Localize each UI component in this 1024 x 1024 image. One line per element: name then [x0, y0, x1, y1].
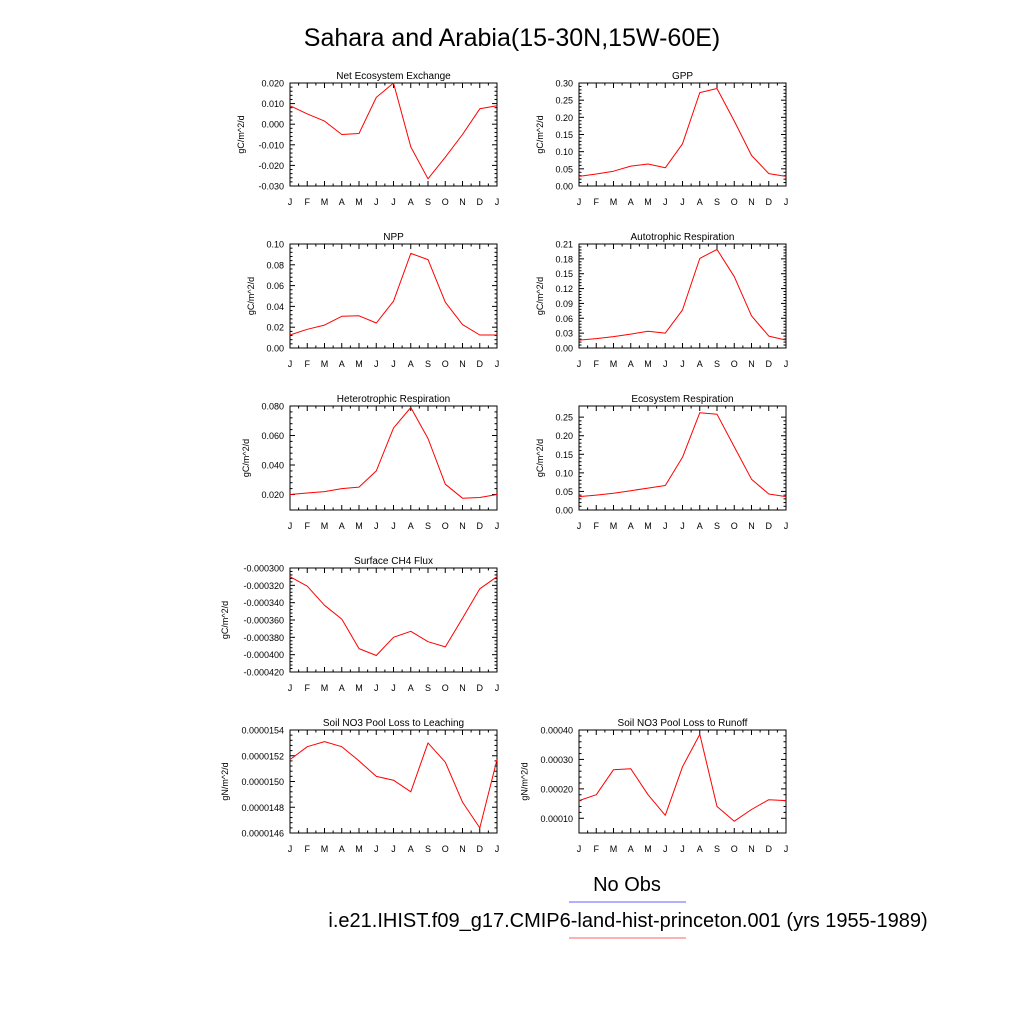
- series-line: [579, 413, 786, 497]
- x-tick-label: S: [424, 197, 432, 207]
- x-tick-label: M: [644, 197, 652, 207]
- y-tick-label: 0.05: [555, 164, 573, 175]
- chart-panel-7: [220, 556, 499, 693]
- x-tick-label: J: [783, 844, 789, 854]
- plot-frame: [579, 83, 786, 186]
- x-tick-label: S: [713, 197, 721, 207]
- x-tick-label: J: [374, 359, 379, 369]
- x-tick-label: M: [355, 844, 363, 854]
- x-tick-label: A: [627, 521, 634, 531]
- y-tick-label: 0.05: [555, 486, 573, 497]
- x-tick-label: M: [644, 359, 652, 369]
- x-tick-label: J: [391, 359, 396, 369]
- y-tick-label: 0.09: [555, 298, 573, 309]
- y-tick-label: 0.18: [555, 254, 573, 265]
- x-tick-label: M: [320, 197, 329, 207]
- x-tick-label: D: [476, 359, 483, 369]
- y-axis-label: gC/m^2/d: [235, 115, 246, 154]
- chart-title: Soil NO3 Pool Loss to Leaching: [322, 718, 465, 729]
- x-tick-label: A: [696, 359, 703, 369]
- x-tick-label: J: [783, 359, 789, 369]
- x-tick-label: F: [304, 844, 310, 854]
- chart-title: Surface CH4 Flux: [354, 556, 433, 567]
- x-tick-label: J: [374, 521, 379, 531]
- x-tick-label: J: [680, 197, 685, 207]
- x-tick-label: S: [424, 521, 432, 531]
- x-tick-label: A: [407, 844, 414, 854]
- x-tick-label: A: [338, 683, 345, 693]
- x-tick-label: O: [441, 844, 449, 854]
- y-tick-label: 0.02: [266, 322, 284, 333]
- chart-panel-5: [241, 394, 499, 531]
- x-tick-label: J: [494, 521, 500, 531]
- y-tick-label: 0.04: [266, 301, 284, 312]
- y-tick-label: 0.00: [555, 181, 573, 192]
- x-tick-label: J: [663, 359, 668, 369]
- y-axis-label: gC/m^2/d: [535, 276, 546, 316]
- x-tick-label: J: [391, 197, 396, 207]
- x-tick-label: J: [374, 197, 379, 207]
- x-tick-label: M: [609, 521, 618, 531]
- x-tick-label: D: [765, 197, 772, 207]
- x-tick-label: A: [407, 683, 414, 693]
- y-tick-label: 0.10: [555, 147, 573, 158]
- x-tick-label: J: [576, 359, 582, 369]
- x-tick-label: O: [441, 521, 449, 531]
- x-tick-label: N: [748, 521, 755, 531]
- y-tick-label: 0.020: [261, 78, 284, 89]
- y-tick-label: 0.06: [266, 281, 284, 292]
- y-tick-label: -0.000340: [243, 598, 284, 609]
- x-tick-label: S: [713, 521, 721, 531]
- x-tick-label: F: [304, 521, 310, 531]
- y-tick-label: 0.0000148: [241, 802, 284, 813]
- chart-panel-9: [520, 718, 789, 854]
- x-tick-label: D: [476, 197, 483, 207]
- x-tick-label: M: [609, 197, 618, 207]
- y-tick-label: 0.00020: [540, 784, 573, 795]
- x-tick-label: A: [338, 844, 345, 854]
- x-tick-label: J: [576, 844, 582, 854]
- x-tick-label: N: [459, 359, 466, 369]
- x-tick-label: A: [696, 197, 703, 207]
- y-tick-label: 0.00040: [540, 725, 573, 736]
- x-tick-label: O: [441, 683, 449, 693]
- x-tick-label: J: [680, 359, 685, 369]
- chart-title: Autotrophic Respiration: [630, 232, 735, 243]
- x-tick-label: F: [304, 683, 310, 693]
- y-tick-label: -0.030: [258, 181, 284, 192]
- x-tick-label: J: [494, 844, 500, 854]
- x-tick-label: A: [338, 197, 345, 207]
- y-tick-label: -0.020: [258, 160, 284, 171]
- x-tick-label: O: [441, 359, 449, 369]
- x-tick-label: A: [407, 197, 414, 207]
- y-tick-label: 0.21: [555, 239, 573, 250]
- x-tick-label: M: [355, 197, 363, 207]
- x-tick-label: D: [765, 844, 772, 854]
- y-tick-label: -0.010: [258, 140, 284, 151]
- x-tick-label: N: [748, 359, 755, 369]
- chart-title: NPP: [383, 232, 404, 243]
- y-axis-label: gC/m^2/d: [220, 600, 231, 640]
- x-tick-label: J: [783, 521, 789, 531]
- x-tick-label: N: [459, 197, 466, 207]
- x-tick-label: J: [680, 844, 685, 854]
- x-tick-label: M: [320, 844, 329, 854]
- x-tick-label: A: [407, 521, 414, 531]
- plot-frame: [290, 406, 497, 510]
- panel-container: [220, 71, 788, 854]
- y-tick-label: 0.000: [261, 119, 284, 130]
- x-tick-label: A: [627, 197, 634, 207]
- y-tick-label: 0.25: [555, 412, 573, 423]
- x-tick-label: F: [593, 521, 599, 531]
- x-tick-label: F: [304, 197, 310, 207]
- chart-panel-3: [246, 232, 499, 369]
- x-tick-label: J: [374, 844, 379, 854]
- x-tick-label: M: [320, 359, 329, 369]
- y-axis-label: gC/m^2/d: [246, 276, 257, 316]
- x-tick-label: A: [627, 844, 634, 854]
- x-tick-label: N: [459, 844, 466, 854]
- x-tick-label: M: [355, 359, 363, 369]
- x-tick-label: D: [765, 521, 772, 531]
- y-tick-label: -0.000320: [243, 580, 284, 591]
- x-tick-label: N: [748, 197, 755, 207]
- y-tick-label: 0.0000146: [241, 828, 284, 839]
- y-tick-label: 0.00: [555, 343, 573, 354]
- x-tick-label: J: [494, 197, 500, 207]
- series-line: [579, 89, 786, 177]
- x-tick-label: D: [476, 683, 483, 693]
- y-tick-label: 0.20: [555, 431, 573, 442]
- y-tick-label: 0.0000154: [241, 725, 284, 736]
- chart-panel-1: [236, 71, 499, 207]
- x-tick-label: J: [287, 521, 293, 531]
- plot-frame: [290, 83, 497, 186]
- x-tick-label: J: [663, 521, 668, 531]
- chart-title: GPP: [671, 71, 694, 82]
- y-tick-label: 0.15: [555, 130, 573, 140]
- y-tick-label: 0.00: [266, 343, 284, 354]
- plot-frame: [579, 730, 786, 833]
- y-tick-label: 0.010: [261, 99, 284, 110]
- x-tick-label: S: [713, 359, 721, 369]
- x-tick-label: A: [338, 521, 345, 531]
- chart-panel-8: [220, 718, 499, 854]
- y-axis-label: gN/m^2/d: [220, 762, 231, 801]
- x-tick-label: O: [730, 359, 738, 369]
- x-tick-label: M: [609, 844, 618, 854]
- x-tick-label: J: [391, 844, 396, 854]
- x-tick-label: J: [680, 521, 685, 531]
- x-tick-label: N: [459, 521, 466, 531]
- chart-title: Ecosystem Respiration: [631, 394, 734, 405]
- x-tick-label: D: [476, 844, 483, 854]
- x-tick-label: J: [391, 521, 396, 531]
- x-tick-label: A: [407, 359, 414, 369]
- y-tick-label: 0.12: [555, 284, 573, 295]
- x-tick-label: O: [730, 521, 738, 531]
- y-tick-label: 0.15: [555, 269, 573, 280]
- x-tick-label: M: [644, 844, 652, 854]
- x-tick-label: S: [424, 683, 432, 693]
- x-tick-label: N: [459, 683, 466, 693]
- x-tick-label: J: [287, 683, 293, 693]
- x-tick-label: J: [576, 521, 582, 531]
- y-tick-label: 0.06: [555, 313, 573, 324]
- x-tick-label: J: [287, 359, 293, 369]
- x-tick-label: M: [320, 683, 329, 693]
- x-tick-label: J: [783, 197, 789, 207]
- x-tick-label: J: [287, 197, 293, 207]
- y-tick-label: 0.25: [555, 95, 573, 106]
- x-tick-label: S: [424, 359, 432, 369]
- x-tick-label: A: [696, 521, 703, 531]
- x-tick-label: J: [663, 197, 668, 207]
- y-tick-label: -0.000360: [243, 615, 284, 626]
- chart-title: Net Ecosystem Exchange: [336, 71, 451, 82]
- x-tick-label: F: [593, 197, 599, 207]
- chart-title: Heterotrophic Respiration: [336, 394, 451, 405]
- figure-legend: [328, 874, 927, 938]
- x-tick-label: O: [730, 844, 738, 854]
- plot-frame: [290, 244, 497, 348]
- y-axis-label: gC/m^2/d: [535, 115, 546, 154]
- series-line: [290, 742, 497, 828]
- y-tick-label: 0.08: [266, 260, 284, 271]
- series-line: [290, 408, 497, 499]
- chart-panel-6: [535, 394, 788, 531]
- x-tick-label: J: [576, 197, 582, 207]
- chart-title: Soil NO3 Pool Loss to Runoff: [617, 718, 748, 729]
- x-tick-label: F: [593, 359, 599, 369]
- series-line: [579, 249, 786, 340]
- y-tick-label: 0.10: [555, 468, 573, 479]
- x-tick-label: D: [765, 359, 772, 369]
- x-tick-label: S: [424, 844, 432, 854]
- x-tick-label: M: [644, 521, 652, 531]
- y-tick-label: 0.00030: [540, 754, 573, 765]
- y-tick-label: 0.020: [261, 490, 284, 501]
- y-tick-label: -0.000420: [243, 667, 284, 678]
- series-line: [579, 734, 786, 821]
- series-line: [290, 577, 497, 656]
- y-tick-label: -0.000380: [243, 632, 284, 643]
- legend-label-no-obs: No Obs: [593, 874, 661, 896]
- plot-frame: [579, 244, 786, 348]
- chart-panel-2: [535, 71, 788, 207]
- x-tick-label: M: [355, 521, 363, 531]
- y-tick-label: 0.00: [555, 505, 573, 516]
- x-tick-label: J: [287, 844, 293, 854]
- y-tick-label: 0.30: [555, 78, 573, 89]
- x-tick-label: M: [355, 683, 363, 693]
- y-axis-label: gC/m^2/d: [535, 438, 546, 478]
- chart-panel-4: [535, 232, 788, 369]
- x-tick-label: A: [696, 844, 703, 854]
- y-tick-label: 0.03: [555, 328, 573, 339]
- x-tick-label: O: [441, 197, 449, 207]
- series-line: [290, 83, 497, 179]
- x-tick-label: J: [494, 359, 500, 369]
- y-axis-label: gC/m^2/d: [241, 438, 251, 478]
- x-tick-label: M: [320, 521, 329, 531]
- x-tick-label: M: [609, 359, 618, 369]
- y-tick-label: 0.20: [555, 112, 573, 123]
- y-tick-label: 0.080: [261, 401, 284, 412]
- plot-frame: [290, 730, 497, 833]
- y-tick-label: 0.040: [261, 460, 284, 471]
- legend-label-model: i.e21.IHIST.f09_g17.CMIP6-land-hist-princeton.001 (yrs 1955-1989): [328, 910, 928, 932]
- y-tick-label: -0.000400: [243, 650, 284, 661]
- plot-frame: [290, 568, 497, 672]
- x-tick-label: J: [663, 844, 668, 854]
- y-tick-label: -0.000300: [243, 563, 284, 574]
- y-tick-label: 0.10: [266, 239, 284, 250]
- y-tick-label: 0.00010: [540, 813, 573, 824]
- y-tick-label: 0.0000152: [241, 751, 284, 762]
- y-tick-label: 0.060: [261, 431, 284, 442]
- series-line: [290, 253, 497, 335]
- figure-title: Sahara and Arabia(15-30N,15W-60E): [303, 24, 721, 52]
- x-tick-label: N: [748, 844, 755, 854]
- x-tick-label: A: [338, 359, 345, 369]
- x-tick-label: J: [374, 683, 379, 693]
- x-tick-label: J: [391, 683, 396, 693]
- x-tick-label: F: [593, 844, 599, 854]
- y-tick-label: 0.15: [555, 449, 573, 460]
- x-tick-label: F: [304, 359, 310, 369]
- x-tick-label: S: [713, 844, 721, 854]
- y-axis-label: gN/m^2/d: [519, 762, 530, 801]
- x-tick-label: D: [476, 521, 483, 531]
- x-tick-label: J: [494, 683, 500, 693]
- y-tick-label: 0.0000150: [241, 777, 284, 787]
- x-tick-label: O: [730, 197, 738, 207]
- x-tick-label: A: [627, 359, 634, 369]
